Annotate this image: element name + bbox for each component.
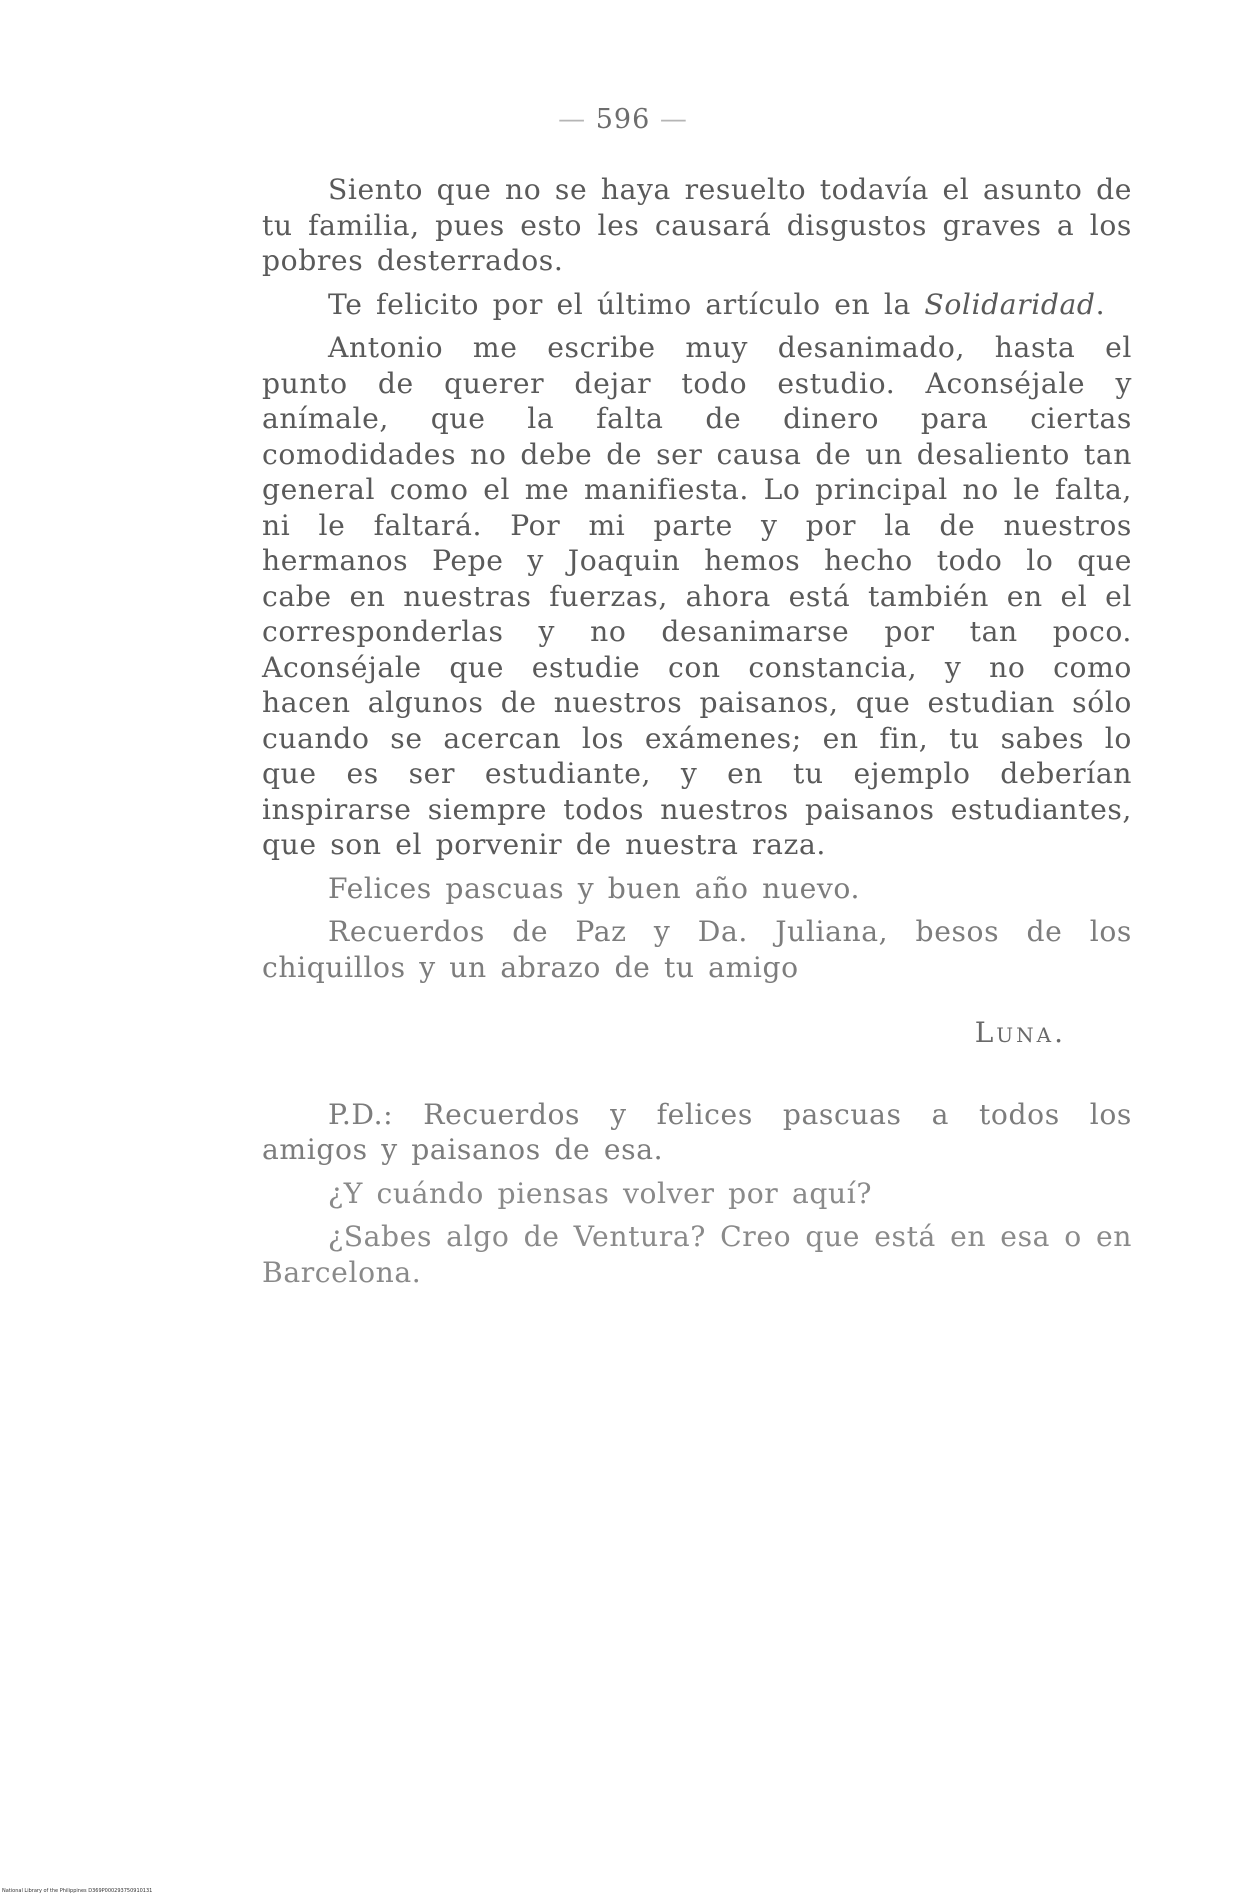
signature: Luna. [974, 1016, 1066, 1049]
paragraph-congratulations [262, 287, 1132, 323]
page-number-dash-right: — [659, 104, 688, 135]
letter-body [262, 172, 1132, 1298]
paragraph-family-matter: Siento que no se haya resuelto todavía el asunto de tu familia, pues esto les causará disgustos graves a los pobres desterrados. [262, 173, 1132, 277]
archive-credit: National Library of the Philippines D369P000293750910131 [2, 1888, 153, 1894]
paragraph-regards: Recuerdos de Paz y Da. Juliana, besos de los chiquillos y un abrazo de tu amigo [262, 915, 1132, 984]
postscript-question-ventura: ¿Sabes algo de Ventura? Creo que está en esa o en Barcelona. [262, 1220, 1132, 1289]
page-number [0, 104, 1246, 135]
postscript-regards: P.D.: Recuerdos y felices pascuas a todos los amigos y paisanos de esa. [262, 1097, 1132, 1166]
postscript-question-return: ¿Y cuándo piensas volver por aquí? [328, 1176, 873, 1210]
paragraph-congratulations-end: . [1095, 287, 1106, 321]
paragraph-antonio: Antonio me escribe muy desanimado, hasta el punto de querer dejar todo estudio. Aconséjale y anímale, que la falta de dinero para ciertas comodidades no debe de ser causa de un desaliento tan general como el me manifiesta. Lo principal no le falta, ni le faltará. Por mi parte y por la de nuestros hermanos Pepe y Joaquin hemos hecho todo lo que cabe en nuestras fuerzas, ahora está también en el el corresponderlas y no desanimarse por tan poco. Aconséjale que estudie con constancia, y no como hacen algunos de nuestros paisanos, que estudian sólo cuando se acercan los exámenes; en fin, tu sabes lo que es ser estudiante, y en tu ejemplo deberían inspirarse siempre todos nuestros paisanos estudiantes, que son el porvenir de nuestra raza. [262, 331, 1132, 861]
newspaper-title: Solidaridad [924, 287, 1096, 321]
page-number-dash-left: — [558, 104, 587, 135]
paragraph-congratulations-text: Te felicito por el último artículo en la [328, 287, 925, 321]
page-number-value: 596 [595, 104, 651, 135]
paragraph-greetings: Felices pascuas y buen año nuevo. [328, 871, 861, 905]
